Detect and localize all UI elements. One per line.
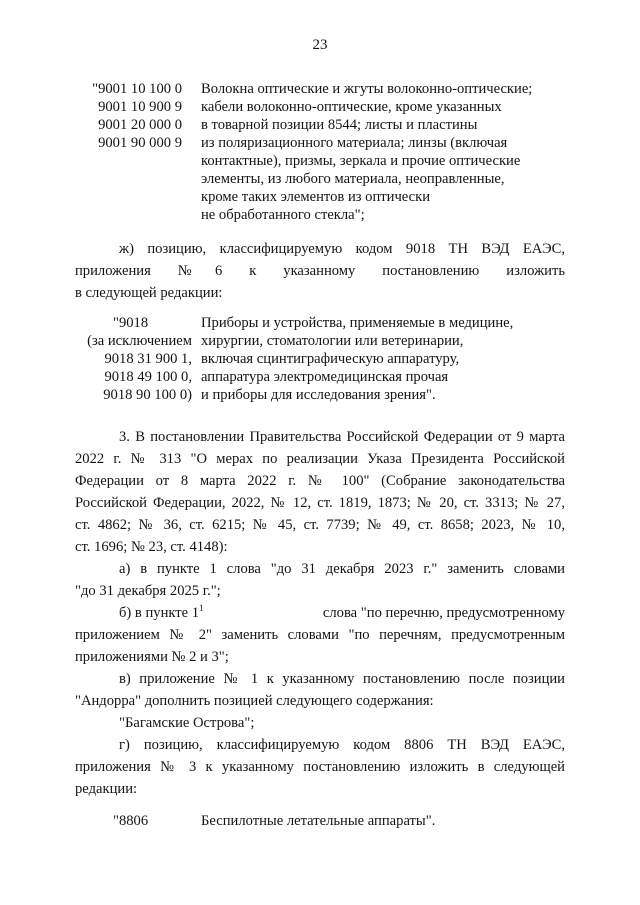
paragraph-line: 3. В постановлении Правительства Российской Федерации от 9 марта (119, 429, 565, 445)
paragraph-line: приложения № 3 к указанному постановлению изложить в следующей (75, 759, 565, 775)
paragraph-line: ж) позицию, классифицируемую кодом 9018 ТН ВЭД ЕАЭС, (119, 241, 565, 257)
paragraph-line (119, 604, 565, 622)
tariff-code: 9001 10 900 9 (98, 99, 182, 115)
paragraph-line: приложениями № 2 и 3"; (75, 649, 229, 665)
superscript: 1 (199, 603, 204, 614)
tariff-code: 9018 49 100 0, (104, 369, 192, 385)
description-line: Приборы и устройства, применяемые в медицине, (201, 315, 514, 331)
paragraph-line: г) позицию, классифицируемую кодом 8806 ТН ВЭД ЕАЭС, (119, 737, 565, 753)
paragraph-line: 2022 г. № 313 "О мерах по реализации Указа Президента Российской (75, 451, 565, 467)
tariff-code: 9018 31 900 1, (104, 351, 192, 367)
description-line: и приборы для исследования зрения". (201, 387, 436, 403)
description-line: хирургии, стоматологии или ветеринарии, (201, 333, 464, 349)
tariff-code: "8806 (113, 813, 149, 829)
description-line: элементы, из любого материала, неоправленные, (201, 171, 505, 187)
tariff-code: 9018 90 100 0) (103, 387, 192, 403)
paragraph-line: ст. 1696; № 23, ст. 4148): (75, 539, 228, 555)
item-b-rest: слова "по перечню, предусмотренному (322, 605, 565, 621)
paragraph-line: приложением № 2" заменить словами "по перечням, предусмотренным (75, 627, 565, 643)
tariff-code: 9001 90 000 9 (98, 135, 182, 151)
paragraph-line: "до 31 декабря 2025 г."; (75, 583, 221, 599)
description-line: включая сцинтиграфическую аппаратуру, (201, 351, 460, 367)
page-number: 23 (312, 37, 328, 53)
description-line: кабели волоконно-оптические, кроме указанных (201, 99, 502, 115)
tariff-code: "9018 (113, 315, 149, 331)
paragraph-line: Федерации от 8 марта 2022 г. № 100" (Собрание законодательства (75, 473, 565, 489)
item-b-lead: б) в пункте $1^1$ (119, 603, 204, 621)
paragraph-line: ст. 4862; № 36, ст. 6215; № 45, ст. 7739; № 49, ст. 8658; 2023, № 10, (75, 517, 565, 533)
tariff-code: "9001 10 100 0 (92, 81, 182, 97)
description-line: Беспилотные летательные аппараты". (201, 813, 436, 829)
paragraph-line: "Багамские Острова"; (119, 715, 255, 731)
tariff-code: (за исключением (87, 333, 192, 349)
description-line: из поляризационного материала; линзы (включая (201, 135, 508, 151)
paragraph-line: Российской Федерации, 2022, № 12, ст. 1819, 1873; № 20, ст. 3313; № 27, (75, 495, 565, 511)
paragraph-line: в следующей редакции: (75, 285, 223, 301)
description-line: кроме таких элементов из оптически (201, 189, 431, 205)
description-line: в товарной позиции 8544; листы и пластины (201, 117, 478, 133)
description-line: не обработанного стекла"; (201, 207, 365, 223)
tariff-code: 9001 20 000 0 (98, 117, 182, 133)
description-line: контактные), призмы, зеркала и прочие оптические (201, 153, 521, 169)
paragraph-line: редакции: (75, 781, 138, 797)
paragraph-line: приложения №6 к указанному постановлению изложить (75, 263, 565, 279)
paragraph-line: а) в пункте 1 слова "до 31 декабря 2023 г." заменить словами (119, 561, 565, 577)
paragraph-line: "Андорра" дополнить позицией следующего содержания: (75, 693, 434, 709)
description-line: Волокна оптические и жгуты волоконно-оптические; (201, 81, 533, 97)
description-line: аппаратура электромедицинская прочая (201, 369, 449, 385)
paragraph-line: в) приложение № 1 к указанному постановлению после позиции (119, 671, 565, 687)
